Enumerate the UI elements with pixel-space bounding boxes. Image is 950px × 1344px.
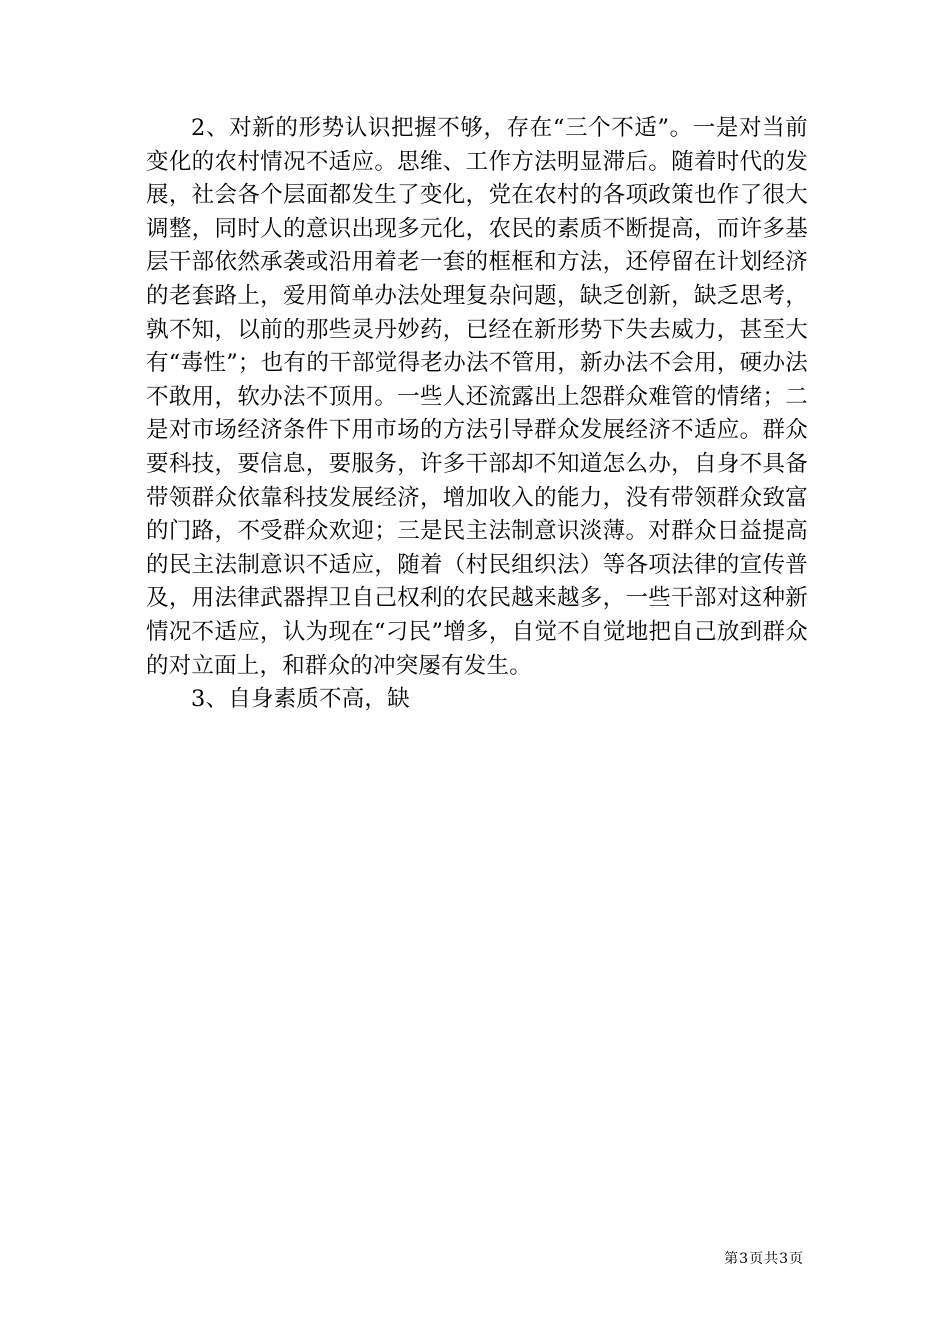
document-body (146, 112, 808, 717)
paragraph-2: 2、对新的形势认识把握不够，存在“三个不适”。一是对当前变化的农村情况不适应。思维、工作方法明显滞后。随着时代的发展，社会各个层面都发生了变化，党在农村的各项政策也作了很大调整，同时人的意识出现多元化，农民的素质不断提高，而许多基层干部依然承袭或沿用着老一套的框框和方法，还停留在计划经济的老套路上，爱用简单办法处理复杂问题，缺乏创新，缺乏思考，孰不知，以前的那些灵丹妙药，已经在新形势下失去威力，甚至大有“毒性”；也有的干部觉得老办法不管用，新办法不会用，硬办法不敢用，软办法不顶用。一些人还流露出上怨群众难管的情绪；二是对市场经济条件下用市场的方法引导群众发展经济不适应。群众要科技，要信息，要服务，许多干部却不知道怎么办，自身不具备带领群众依靠科技发展经济，增加收入的能力，没有带领群众致富的门路，不受群众欢迎；三是民主法制意识淡薄。对群众日益提高的民主法制意识不适应，随着（村民组织法）等各项法律的宣传普及，用法律武器捍卫自己权利的农民越来越多，一些干部对这种新情况不适应，认为现在“刁民”增多，自觉不自觉地把自己放到群众的对立面上，和群众的冲突屡有发生。 (146, 115, 808, 679)
page-number: 第3页共3页 (724, 1251, 804, 1267)
paragraph-3: 3、自身素质不高，缺 (191, 686, 410, 713)
